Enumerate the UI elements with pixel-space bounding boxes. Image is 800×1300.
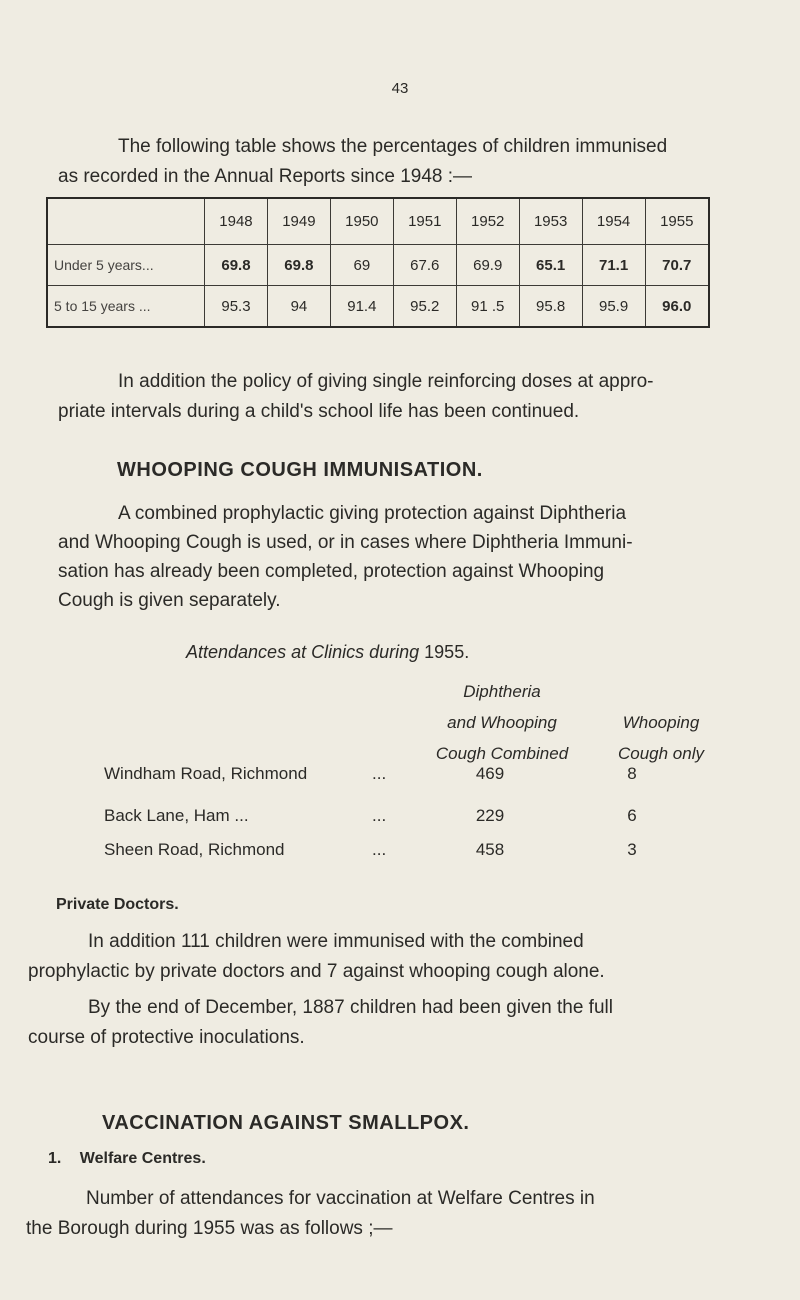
leader-dots: ... [372,764,387,783]
whooping-only-count: 3 [627,840,637,859]
immunisation-percentage-table [46,197,710,328]
policy-line-1: In addition the policy of giving single reinforcing doses at appro- [118,371,654,392]
clinic-name: Sheen Road, Richmond [104,840,285,859]
table-cell: 94 [267,286,330,328]
column-heading-combined [412,676,592,769]
table-row [47,286,709,328]
column-heading-line: Whooping [622,713,700,732]
column-header: 1950 [330,198,393,245]
column-header: 1949 [267,198,330,245]
column-header: 1955 [645,198,709,245]
whooping-only-count: 6 [627,806,637,825]
whooping-line-4: Cough is given separately. [58,590,281,611]
welfare-centres-subheading [48,1150,206,1168]
row-label: 5 to 15 years ... [47,286,205,328]
private-line: In addition 111 children were immunised with the combined [88,931,584,952]
table-cell: 95.9 [582,286,645,328]
private-doctors-heading: Private Doctors. [56,896,179,913]
list-item [104,840,664,870]
whooping-only-count: 8 [627,764,637,783]
vaccination-line: the Borough during 1955 was as follows ;— [26,1218,393,1239]
private-paragraph-1 [28,927,718,987]
attendances-title [186,642,469,663]
row-label: Under 5 years... [47,245,205,286]
section-number: 1. [48,1150,62,1167]
vaccination-paragraph [26,1184,720,1244]
list-item [104,806,664,836]
column-header: 1948 [205,198,268,245]
clinic-name: Back Lane, Ham ... [104,806,249,825]
table-corner-cell [47,198,205,245]
table-cell: 65.1 [519,245,582,286]
private-line: prophylactic by private doctors and 7 against whooping cough alone. [28,961,605,982]
private-line: course of protective inoculations. [28,1027,305,1048]
section-title: Welfare Centres. [79,1150,206,1167]
combined-count: 458 [475,840,505,859]
table-cell: 67.6 [393,245,456,286]
table-cell: 95.2 [393,286,456,328]
policy-line-2: priate intervals during a child's school life has been continued. [58,401,580,422]
intro-line-2: as recorded in the Annual Reports since 1948 :— [58,166,473,187]
column-header: 1954 [582,198,645,245]
table-cell: 96.0 [645,286,709,328]
column-header: 1951 [393,198,456,245]
column-header: 1953 [519,198,582,245]
column-heading-line: Diphtheria [463,682,541,701]
page-number: 43 [391,80,409,97]
table-cell: 69 [330,245,393,286]
whooping-paragraph [58,499,712,615]
column-heading-line: Cough Combined [435,744,569,763]
vaccination-heading: VACCINATION AGAINST SMALLPOX. [102,1112,470,1134]
policy-paragraph [58,367,712,427]
table-cell: 69.9 [456,245,519,286]
table-row [47,245,709,286]
column-heading-whooping-only [586,707,736,769]
column-heading-line: and Whooping [447,713,557,732]
attendances-title-text: Attendances at Clinics during [186,642,420,662]
table-cell: 69.8 [205,245,268,286]
combined-count: 229 [475,806,505,825]
table-cell: 95.3 [205,286,268,328]
leader-dots: ... [372,840,387,859]
table-header-row [47,198,709,245]
table-cell: 91.4 [330,286,393,328]
whooping-line-2: and Whooping Cough is used, or in cases where Diphtheria Immuni- [58,532,633,553]
column-header: 1952 [456,198,519,245]
whooping-cough-heading: WHOOPING COUGH IMMUNISATION. [117,459,483,481]
vaccination-line: Number of attendances for vaccination at Welfare Centres in [86,1188,595,1209]
leader-dots: ... [372,806,387,825]
whooping-line-1: A combined prophylactic giving protection against Diphtheria [118,503,627,524]
private-line: By the end of December, 1887 children had been given the full [88,997,613,1018]
table-cell: 71.1 [582,245,645,286]
column-heading-line: Cough only [617,744,704,763]
intro-paragraph [58,132,712,192]
table-cell: 69.8 [267,245,330,286]
private-paragraph-2 [28,993,718,1053]
attendances-title-year: 1955. [424,642,470,662]
whooping-line-3: sation has already been completed, protection against Whooping [58,561,605,582]
list-item [104,764,664,794]
combined-count: 469 [475,764,505,783]
table-cell: 91 .5 [456,286,519,328]
clinic-name: Windham Road, Richmond [104,764,308,783]
table-cell: 70.7 [645,245,709,286]
intro-line-1: The following table shows the percentages of children immunised [118,136,668,157]
table-cell: 95.8 [519,286,582,328]
